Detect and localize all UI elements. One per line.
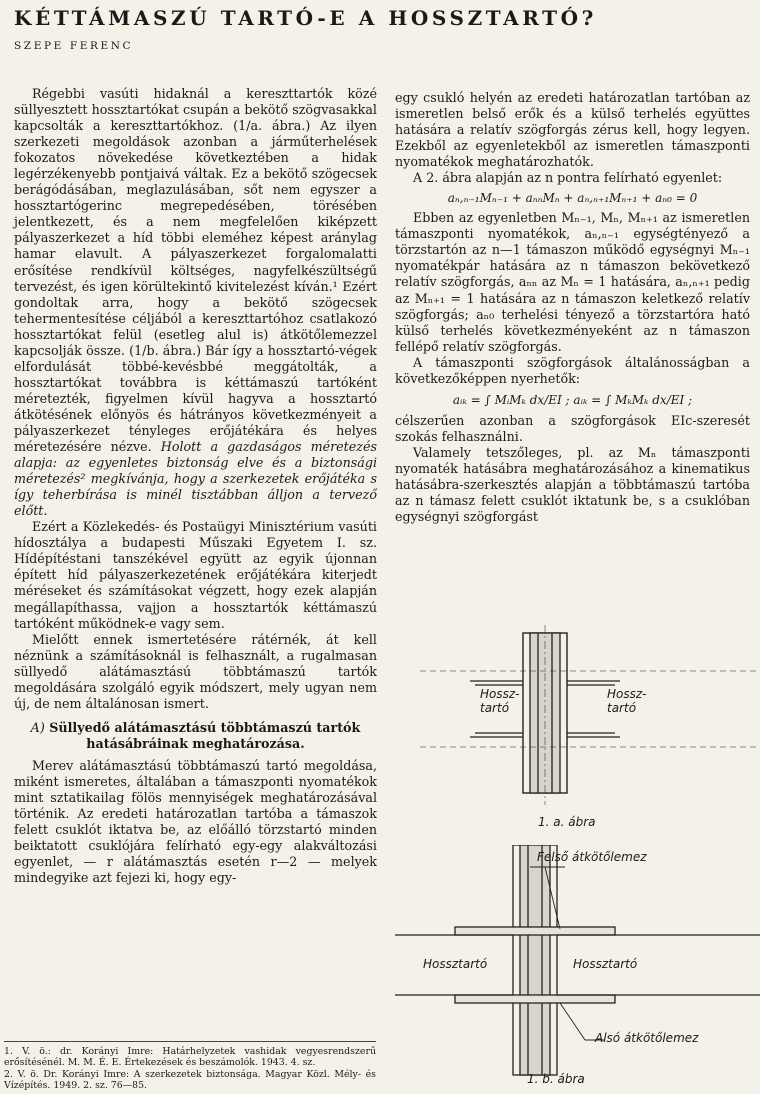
equation-1: aₙ,ₙ₋₁Mₙ₋₁ + aₙₙMₙ + aₙ,ₙ₊₁Mₙ₊₁ + aₙ₀ = 0 (447, 191, 698, 206)
figure-1b-left-label: Hossztartó (423, 957, 488, 971)
paragraph-text: A támaszponti szögforgások általánosságban a következőképpen nyerhetők: (395, 354, 750, 386)
figure-1b (395, 845, 760, 1090)
paragraph-text: Ezért a Közlekedés- és Postaügyi Minisztérium vasúti hídosztálya a budapesti Műszaki Egyetem I. sz. Hídépítéstani tanszékével együtt az egyik újonnan épített híd pályaszerkezetének erőjátékára kiterjedt méréseket és számításokat végzett, hogy ezek alapján megállapíthassa, vajjon a hossztartók kéttámaszú tartóként működnek-e vagy sem. (14, 519, 377, 631)
paragraph (395, 170, 750, 186)
section-heading (14, 720, 377, 752)
figure-1b-caption: 1. b. ábra (527, 1072, 585, 1086)
paragraph (395, 413, 750, 445)
figure-1b-bottom-label: Alsó átkötőlemez (595, 1031, 699, 1045)
paragraph (14, 758, 377, 886)
paragraph (14, 519, 377, 631)
paragraph-emphasis: Holott a gazdaságos méretezés alapja: az egyenletes biztonság elve és a biztonsági méretezés² megkívánja, hogy a szerkezetek erőjátéka s így teherbírása is minél tisztábban álljon a tervező előtt. (14, 439, 377, 519)
figure-1b-right-label: Hossztartó (573, 957, 638, 971)
paragraph-text: célszerűen azonban a szögforgások EIc-szeresét szokás felhasználni. (395, 412, 750, 444)
paragraph (395, 90, 750, 170)
footnotes (4, 1041, 376, 1091)
paragraph-text: Valamely tetszőleges, pl. az Mₙ támaszponti nyomaték hatásábra meghatározásához a kinematikus hatásábra-szerkesztés alapján a többtámaszú tartóba az n támasz felett csuklót iktatunk be, s a csuklóban egységnyi szögforgást (395, 444, 750, 525)
paragraph (395, 445, 750, 525)
paragraph (395, 355, 750, 387)
section-heading-prefix: A) (30, 719, 45, 735)
left-column-paragraphs-2 (14, 758, 377, 886)
figure-1a-right-label: Hossz- tartó (607, 687, 647, 715)
right-column-paragraphs (395, 90, 750, 186)
left-column (14, 86, 377, 886)
paragraph (395, 210, 750, 354)
author-name: SZEPE FERENC (14, 40, 134, 52)
right-column-paragraphs-3 (395, 413, 750, 525)
paragraph-text: egy csukló helyén az eredeti határozatlan tartóban az ismeretlen belső erők és a külső terhelés együttes hatására a relatív szögforgás zérus kell, hogy legyen. Ezekből az egyenletekből az ismeretlen támaszponti nyomatékok meghatározhatók. (395, 90, 750, 170)
paragraph (14, 86, 377, 519)
figure-1b-top-label: Felső átkötőlemez (537, 850, 647, 864)
left-column-paragraphs (14, 86, 377, 712)
paragraph-text: Mielőtt ennek ismertetésére rátérnék, át kell néznünk a számításoknál is felhasznált, a rugalmasan süllyedő alátámasztású többtámaszú tartók megoldására szolgáló egyik módszert, mely ugyan nem új, de nem általánosan ismert. (14, 631, 377, 711)
paragraph-text: Ebben az egyenletben Mₙ₋₁, Mₙ, Mₙ₊₁ az ismeretlen támaszponti nyomatékok, aₙ,ₙ₋₁ egységtényező a törzstartón az n—1 támaszon működő egységnyi Mₙ₋₁ nyomatékpár hatására az n támaszon bekövetkező relatív szögforgás, aₙₙ az Mₙ = 1 hatására, aₙ,ₙ₊₁ pedig az Mₙ₊₁ = 1 hatására az n támaszon keletkező relatív szögforgás; aₙ₀ terhelési tényező a törzstartóra ható külső terhelés következményeként az n támaszon fellépő relatív szögforgás. (395, 210, 750, 354)
figure-1a-left-label: Hossz- tartó (480, 687, 520, 715)
paragraph-text: Régebbi vasúti hidaknál a kereszttartók közé süllyesztett hossztartókat csupán a bekötő szögvasakkal kapcsolták a kereszttartókhoz. (1/a. ábra.) Az ilyen szerkezeti megoldások azonban a járműterhelések fokozatos növekedése következtében a hidak legérzékenyebb pontjaivá váltak. Ez a bekötő szögecsek berágódásában, meglazulásában, sőt nem egyszer a hossztartógerinc megrepedésében, törésében jelentkezett, és a nem megfelelően kiképzett pályaszerkezet a híd többi eleméhez képest aránylag hamar elavult. A pályaszerkezet forgalomalatti erősítése rendkívül költséges, nagyfelkészültségű tervezést, és igen körültekintő kivitelezést kíván.¹ Ezért gondoltak arra, hogy a bekötő szögecsek tehermentesítése céljából a kereszttartóhoz csatlakozó hossztartókat felül (esetleg alul is) átkötőlemezzel kapcsolják össze. (1/b. ábra.) Bár így a hossztartó-végek elfordulását többé-kevésbbé meggátolták, a hossztartókat továbbra is kéttámaszú tartóként méretezték, figyelmen kívül hagyva a hossztartó átkötésének előnyös és hátrányos következményeit a pályaszerkezet tényleges erőjátékára és helyes méretezésére nézve. (14, 86, 377, 455)
paragraph-text: Merev alátámasztású többtámaszú tartó megoldása, miként ismeretes, általában a támaszponti nyomatékok mint sztatikailag fölös mennyiségek meghatározásával történik. Az eredeti határozatlan tartóba a támaszok felett csuklót iktatva be, az előálló törzstartó minden beiktatott csuklójára felírható egy-egy alakváltozási egyenlet, — r alátámasztás esetén r—2 — melyek mindegyike azt fejezi ki, hogy egy- (14, 757, 377, 886)
right-column-paragraphs-2 (395, 210, 750, 387)
paragraph (14, 632, 377, 712)
footnote-1: 1. V. ö.: dr. Korányi Imre: Határhelyzetek vashidak vegyesrendszerű erősítésénél. M. M. É. E. Értekezések és beszámolók. 1943. 4. sz. (4, 1046, 376, 1069)
figure-1a-caption: 1. a. ábra (538, 815, 596, 829)
right-column (395, 90, 750, 525)
footnote-2: 2. V. ö. Dr. Korányi Imre: A szerkezetek biztonsága. Magyar Közl. Mély- és Vízépítés. 1949. 2. sz. 76—85. (4, 1068, 376, 1091)
figure-1a (420, 625, 760, 835)
article-title: KÉTTÁMASZÚ TARTÓ-E A HOSSZTARTÓ? (14, 6, 597, 30)
figure-1a-drawing (420, 625, 760, 835)
paragraph-text: A 2. ábra alapján az n pontra felírható egyenlet: (413, 170, 723, 186)
equation-2: aᵢₖ = ∫ MᵢMₖ dx/EI ; aᵢₖ = ∫ MₖMₖ dx/EI ; (452, 392, 693, 407)
section-heading-text: Süllyedő alátámasztású többtámaszú tartók hatásábráinak meghatározása. (49, 719, 361, 751)
